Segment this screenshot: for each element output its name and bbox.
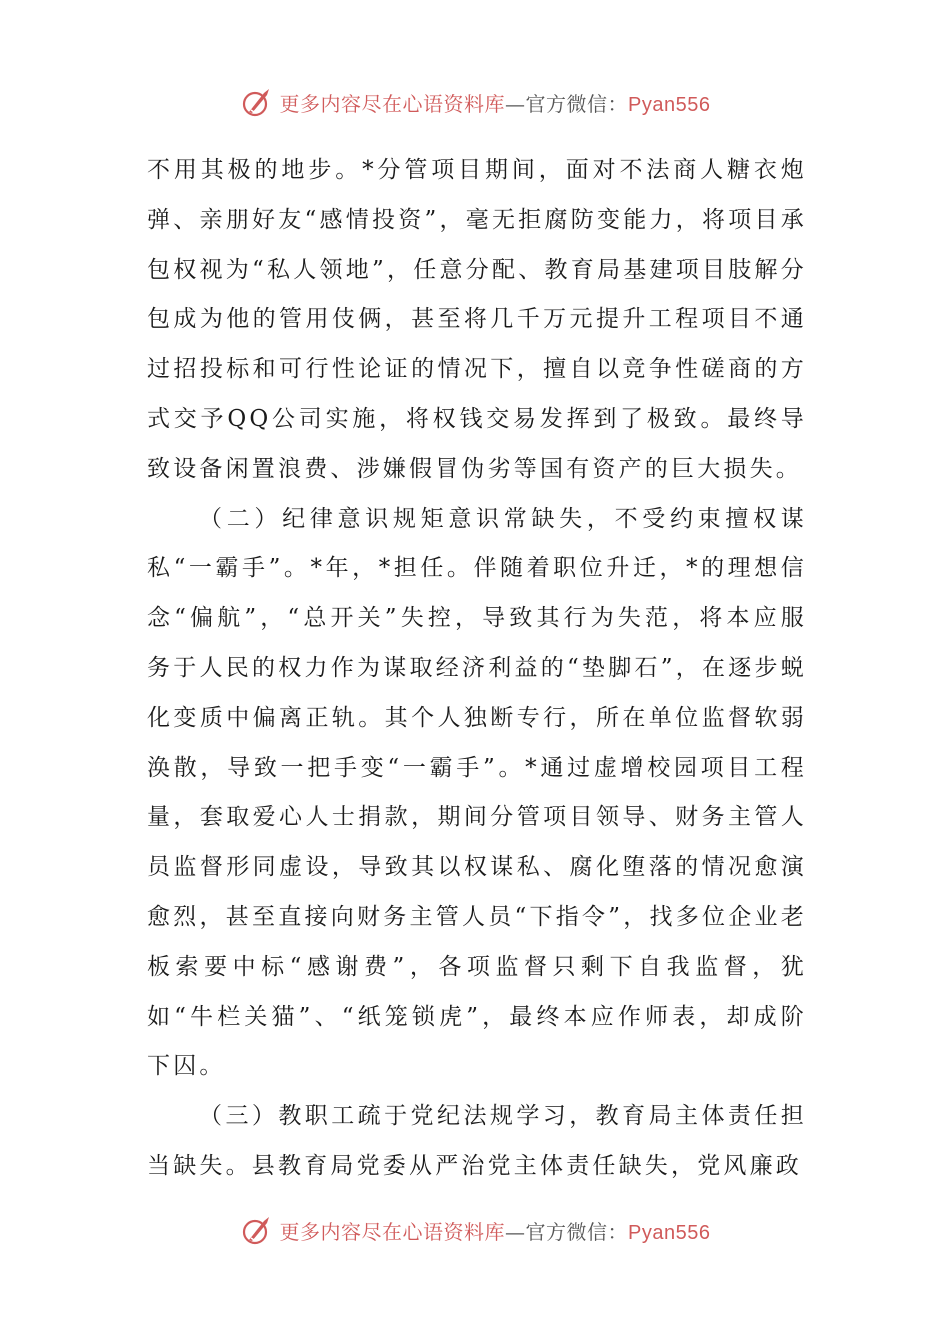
- banner-wechat-label: 官方微信：: [525, 1219, 629, 1244]
- banner-text: [280, 88, 711, 117]
- banner-separator: —: [505, 91, 526, 116]
- paragraph-section-3: （三）教职工疏于党纪法规学习，教育局主体责任担当缺失。县教育局党委从严治党主体责任缺失，党风廉政: [147, 1103, 807, 1179]
- paragraph-continuation: 不用其极的地步。*分管项目期间，面对不法商人糖衣炮弹、亲朋好友“感情投资”，毫无拒腐防变能力，将项目承包权视为“私人领地”，任意分配、教育局基建项目肢解分包成为他的管用伎俩，甚至将几千万元提升工程项目不通过招投标和可行性论证的情况下，擅自以竞争性磋商的方式交予QQ公司实施，将权钱交易发挥到了极致。最终导致设备闲置浪费、涉嫌假冒伪劣等国有资产的巨大损失。: [147, 157, 807, 482]
- banner-wechat-label: 官方微信：: [525, 91, 629, 116]
- banner-separator: —: [505, 1219, 526, 1244]
- banner-main-text: 更多内容尽在心语资料库: [279, 1219, 506, 1244]
- banner-main-text: 更多内容尽在心语资料库: [279, 91, 506, 116]
- banner-wechat-id: Pyan556: [628, 1221, 711, 1244]
- pen-nib-circle-icon: [240, 85, 274, 119]
- document-body: [147, 146, 807, 1192]
- banner-wechat-id: Pyan556: [628, 93, 711, 116]
- footer-banner: [0, 1210, 950, 1250]
- banner-text: [280, 1216, 711, 1245]
- header-banner: [0, 82, 950, 122]
- pen-nib-circle-icon: [240, 1213, 274, 1247]
- paragraph-section-2: （二）纪律意识规矩意识常缺失，不受约束擅权谋私“一霸手”。*年，*担任。伴随着职位升迁，*的理想信念“偏航”，“总开关”失控，导致其行为失范，将本应服务于人民的权力作为谋取经济利益的“垫脚石”，在逐步蜕化变质中偏离正轨。其个人独断专行，所在单位监督软弱涣散，导致一把手变“一霸手”。*通过虚增校园项目工程量，套取爱心人士捐款，期间分管项目领导、财务主管人员监督形同虚设，导致其以权谋私、腐化堕落的情况愈演愈烈，甚至直接向财务主管人员“下指令”，找多位企业老板索要中标“感谢费”，各项监督只剩下自我监督，犹如“牛栏关猫”、“纸笼锁虎”，最终本应作师表，却成阶下囚。: [147, 505, 807, 1080]
